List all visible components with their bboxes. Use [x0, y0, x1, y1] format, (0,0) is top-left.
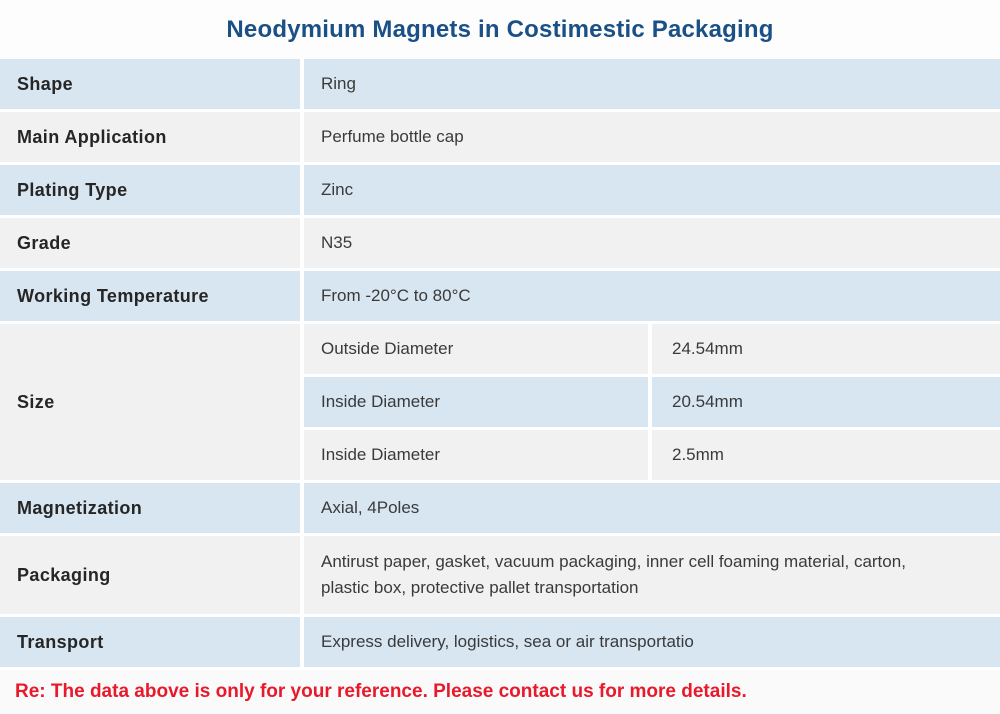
spec-row-size: [0, 324, 1000, 480]
size-subrow-inside-diameter: [304, 377, 1000, 427]
row-label: Grade: [0, 218, 300, 268]
size-subtable: [304, 324, 1000, 480]
spec-row-packaging: [0, 536, 1000, 614]
subrow-name: Outside Diameter: [304, 324, 648, 374]
spec-row-grade: [0, 218, 1000, 268]
size-subrow-thickness: [304, 430, 1000, 480]
spec-row-working-temperature: [0, 271, 1000, 321]
page-title: Neodymium Magnets in Costimestic Packaging: [226, 15, 774, 43]
subrow-name: Inside Diameter: [304, 377, 648, 427]
spec-row-magnetization: [0, 483, 1000, 533]
title-bar: [0, 0, 1000, 59]
spec-row-transport: [0, 617, 1000, 667]
spec-row-plating-type: [0, 165, 1000, 215]
row-value: Perfume bottle cap: [304, 112, 1000, 162]
row-value: Ring: [304, 59, 1000, 109]
row-label: Shape: [0, 59, 300, 109]
row-value: Zinc: [304, 165, 1000, 215]
row-label: Main Application: [0, 112, 300, 162]
reference-note: Re: The data above is only for your reference. Please contact us for more details.: [0, 670, 1000, 714]
row-label: Packaging: [0, 536, 300, 614]
row-label: Transport: [0, 617, 300, 667]
subrow-value: 20.54mm: [652, 377, 1000, 427]
row-value: Axial, 4Poles: [304, 483, 1000, 533]
spec-row-shape: [0, 59, 1000, 109]
subrow-name: Inside Diameter: [304, 430, 648, 480]
subrow-value: 24.54mm: [652, 324, 1000, 374]
row-label: Working Temperature: [0, 271, 300, 321]
row-label: Size: [0, 324, 300, 480]
spec-row-main-application: [0, 112, 1000, 162]
subrow-value: 2.5mm: [652, 430, 1000, 480]
row-value: N35: [304, 218, 1000, 268]
row-value: Express delivery, logistics, sea or air transportatio: [304, 617, 1000, 667]
row-label: Magnetization: [0, 483, 300, 533]
size-subrow-outside-diameter: [304, 324, 1000, 374]
row-value: Antirust paper, gasket, vacuum packaging, inner cell foaming material, carton, plastic box, protective pallet transportation: [304, 536, 1000, 614]
row-value: From -20°C to 80°C: [304, 271, 1000, 321]
row-label: Plating Type: [0, 165, 300, 215]
